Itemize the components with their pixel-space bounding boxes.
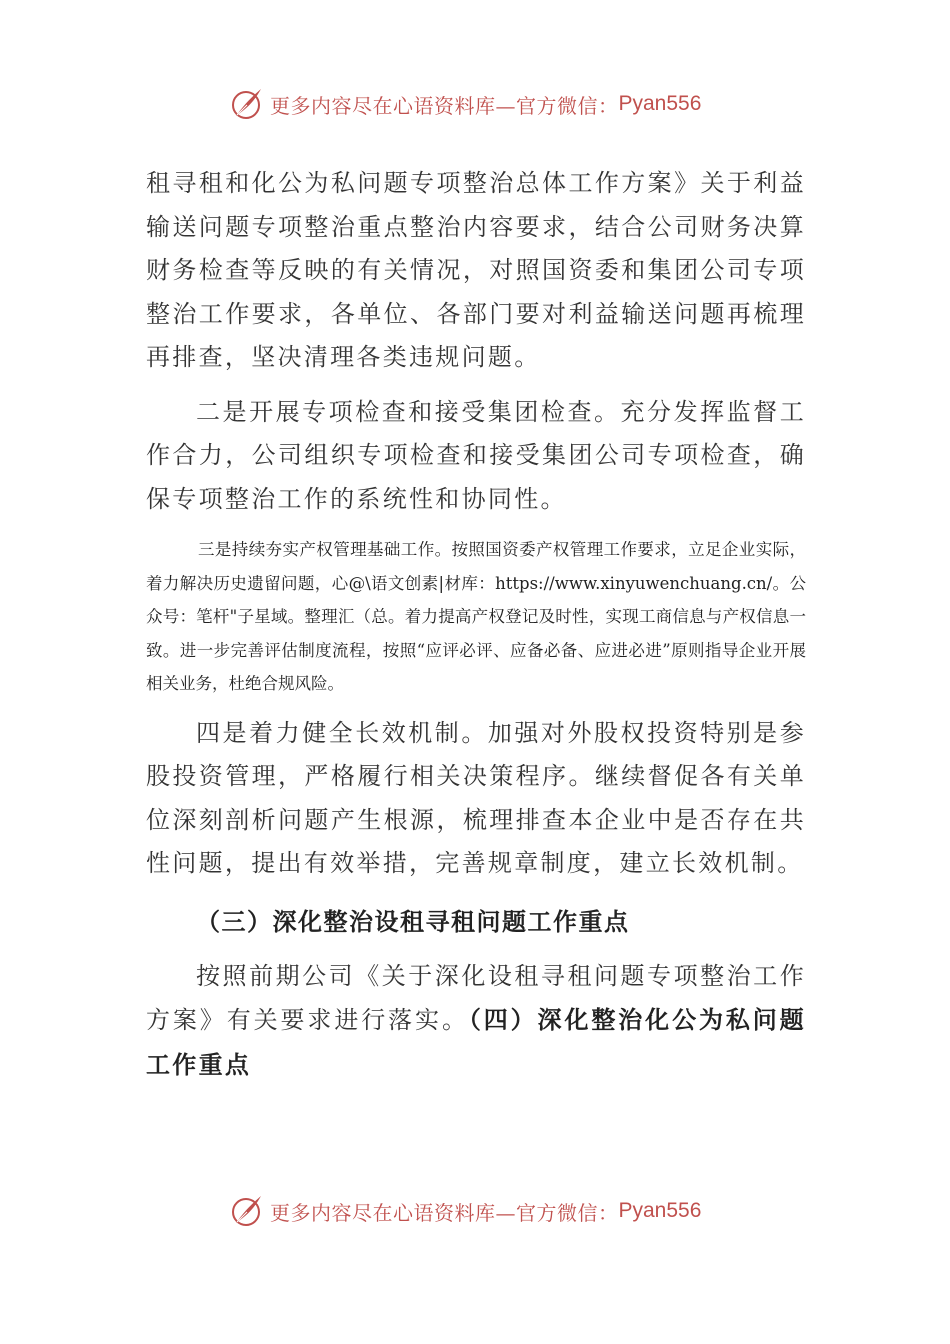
banner-wechat-id: Pyan556 <box>618 1199 702 1222</box>
banner-text: 更多内容尽在心语资料库—官方微信： <box>270 1200 619 1225</box>
header-watermark-banner <box>228 84 701 124</box>
section-heading-4: （四）深化整治化公为私问题工作重点 <box>146 1005 806 1079</box>
paragraph-1: 租寻租和化公为私问题专项整治总体工作方案》关于利益输送问题专项整治重点整治内容要求，结合公司财务决算财务检查等反映的有关情况，对照国资委和集团公司专项整治工作要求，各单位、各部门要对利益输送问题再梳理再排查，坚决清理各类违规问题。 <box>146 169 806 371</box>
footer-watermark-banner <box>228 1191 701 1231</box>
section-heading-3: （三）深化整治设租寻租问题工作重点 <box>196 906 630 936</box>
banner-text: 更多内容尽在心语资料库—官方微信： <box>270 93 619 118</box>
banner-wechat-id: Pyan556 <box>618 92 702 115</box>
paragraph-2: 二是开展专项检查和接受集团检查。充分发挥监督工作合力，公司组织专项检查和接受集团公司专项检查，确保专项整治工作的系统性和协同性。 <box>146 397 806 513</box>
paragraph-5 <box>146 955 806 1088</box>
quill-logo-icon <box>228 1193 264 1229</box>
paragraph-5-text: 按照前期公司《关于深化设租寻租问题专项整治工作方案》有关要求进行落实。 <box>146 961 806 1034</box>
quill-logo-icon <box>228 86 264 122</box>
document-body <box>146 162 806 1087</box>
paragraph-4: 四是着力健全长效机制。加强对外股权投资特别是参股投资管理，严格履行相关决策程序。继续督促各有关单位深刻剖析问题产生根源，梳理排查本企业中是否存在共性问题，提出有效举措，完善规章制度，建立长效机制。 <box>146 718 806 877</box>
paragraph-3: 三是持续夯实产权管理基础工作。按照国资委产权管理工作要求，立足企业实际，着力解决历史遗留问题，心@\语文创素|材库：https://www.xinyuwenchuang.cn/。公众号：笔杆"子星域。整理汇（总。着力提高产权登记及时性，实现工商信息与产权信息一致。进一步完善评估制度流程，按照“应评必评、应备必备、应进必进”原则指导企业开展相关业务，杜绝合规风险。 <box>146 540 806 693</box>
